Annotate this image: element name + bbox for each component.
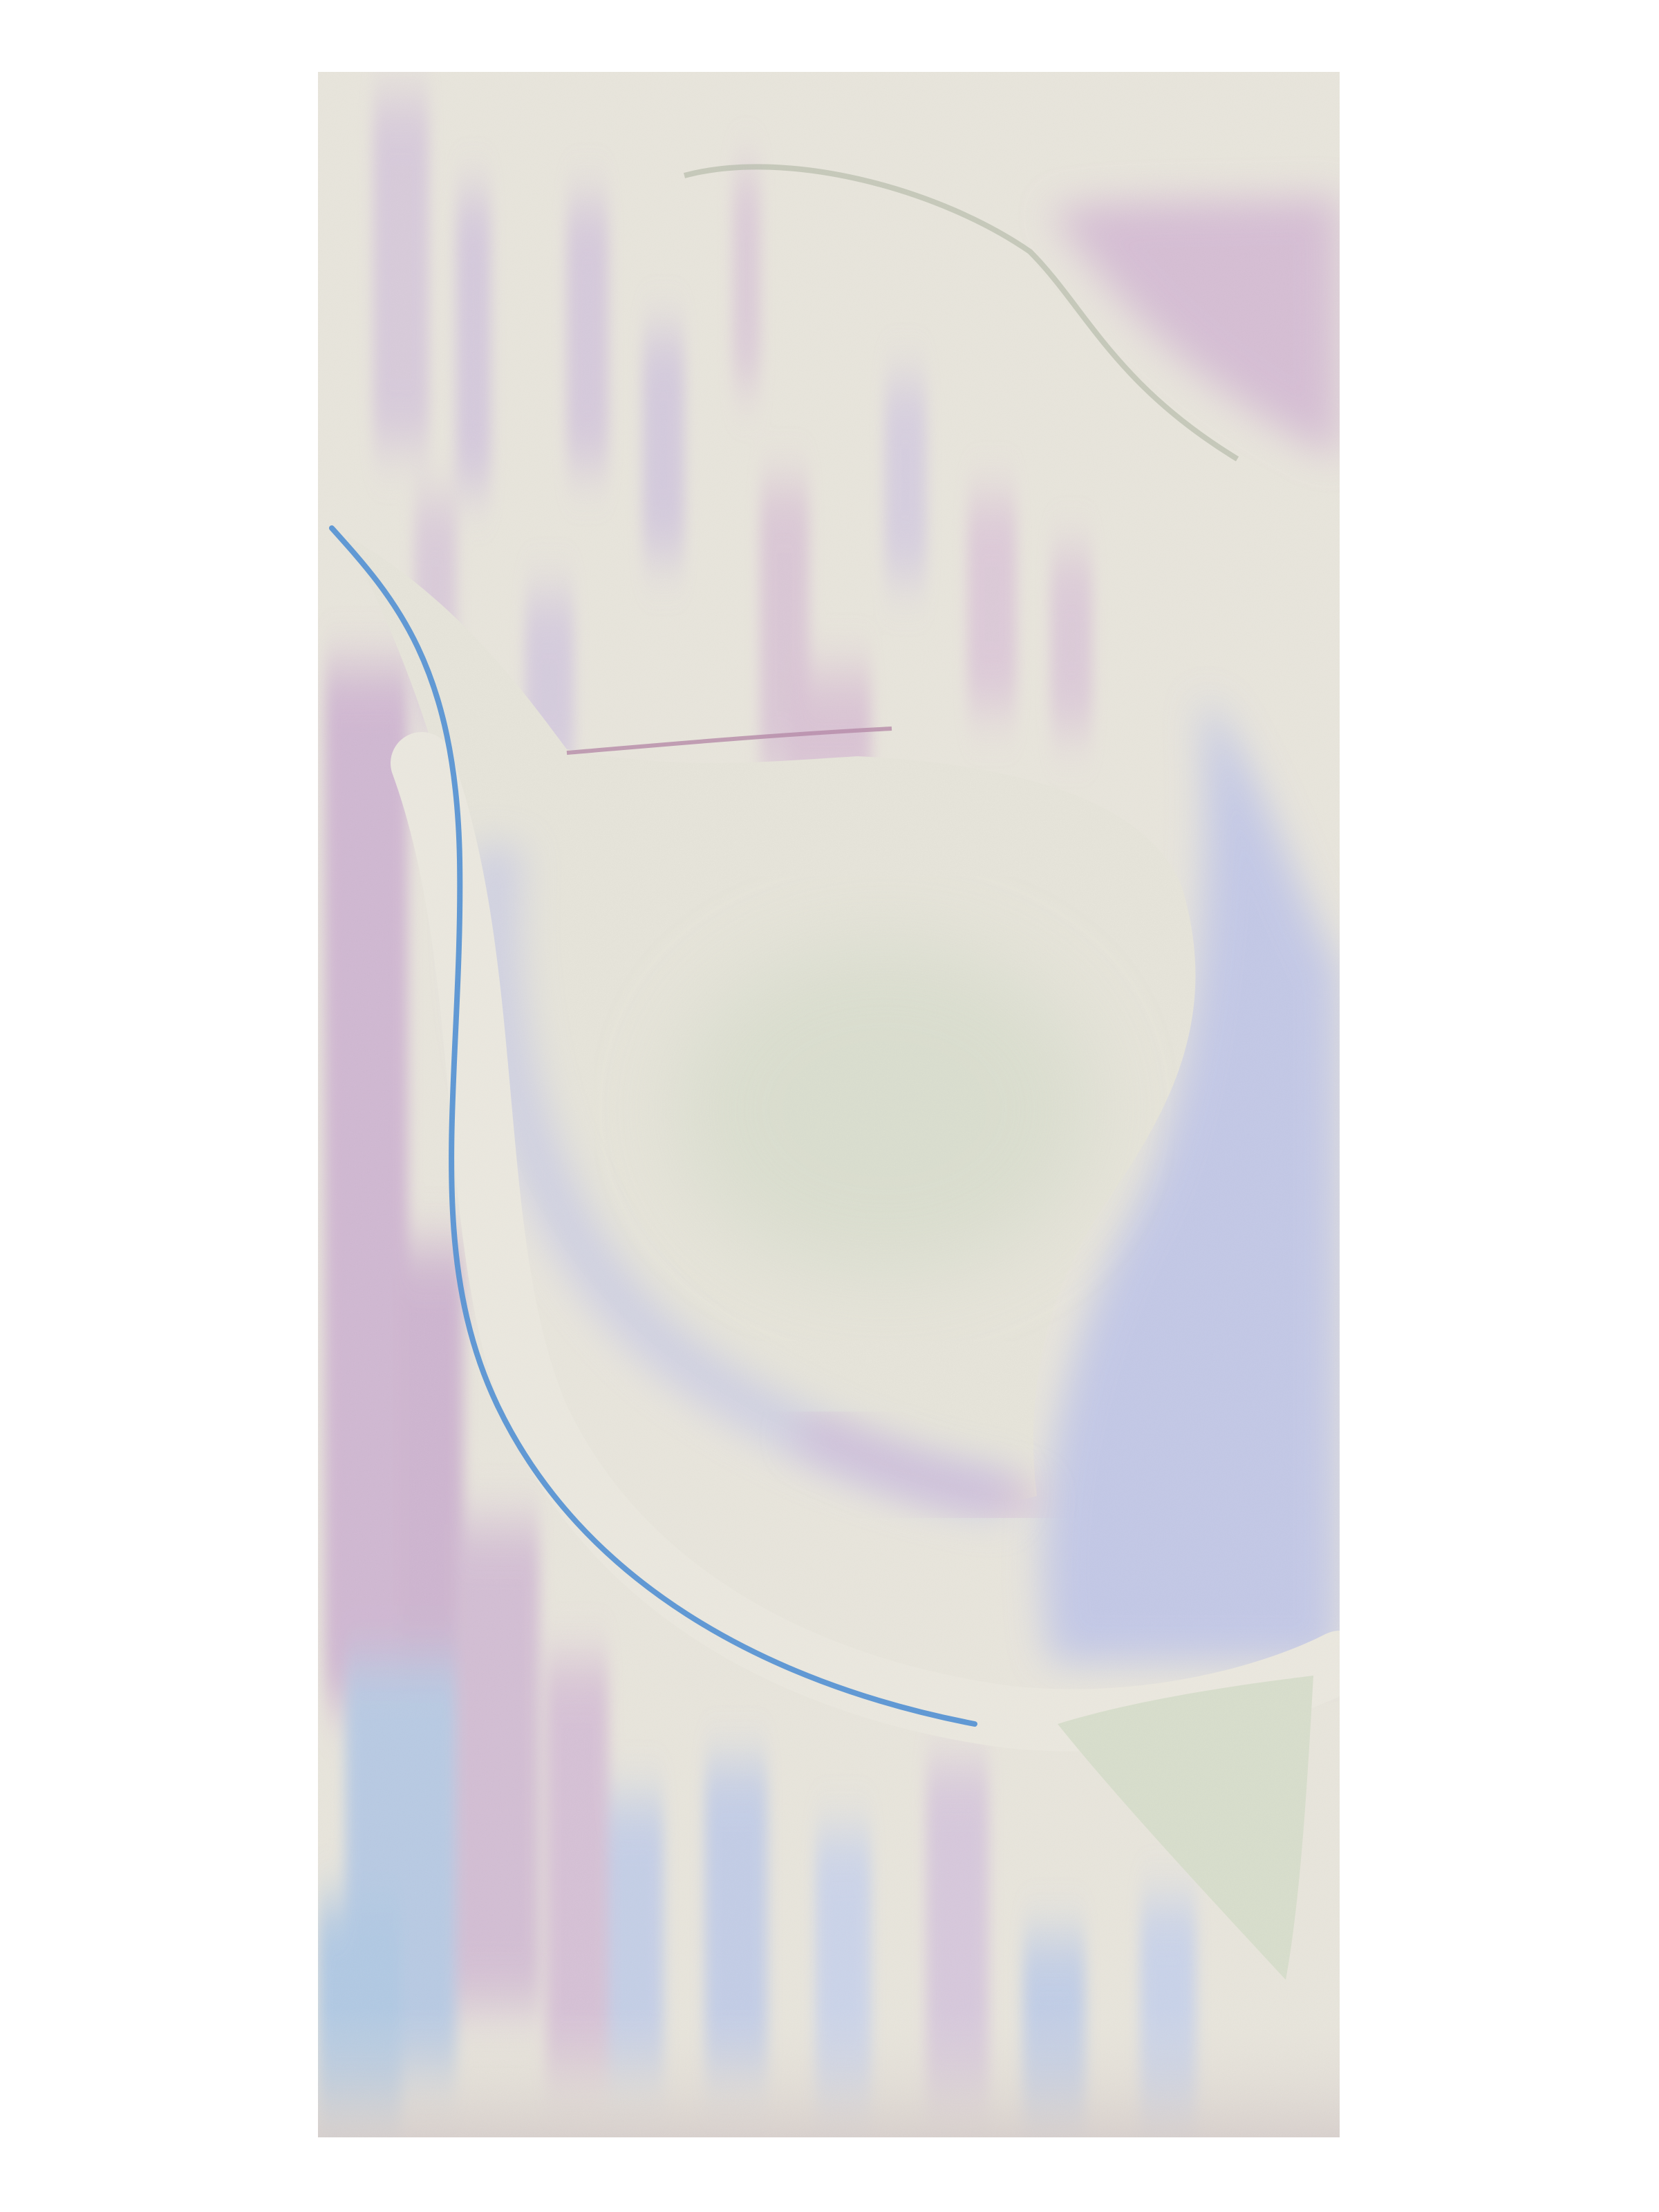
painting-canvas: [318, 72, 1340, 2137]
canvas-texture: [318, 72, 1340, 2137]
painting-svg: [318, 72, 1340, 2137]
